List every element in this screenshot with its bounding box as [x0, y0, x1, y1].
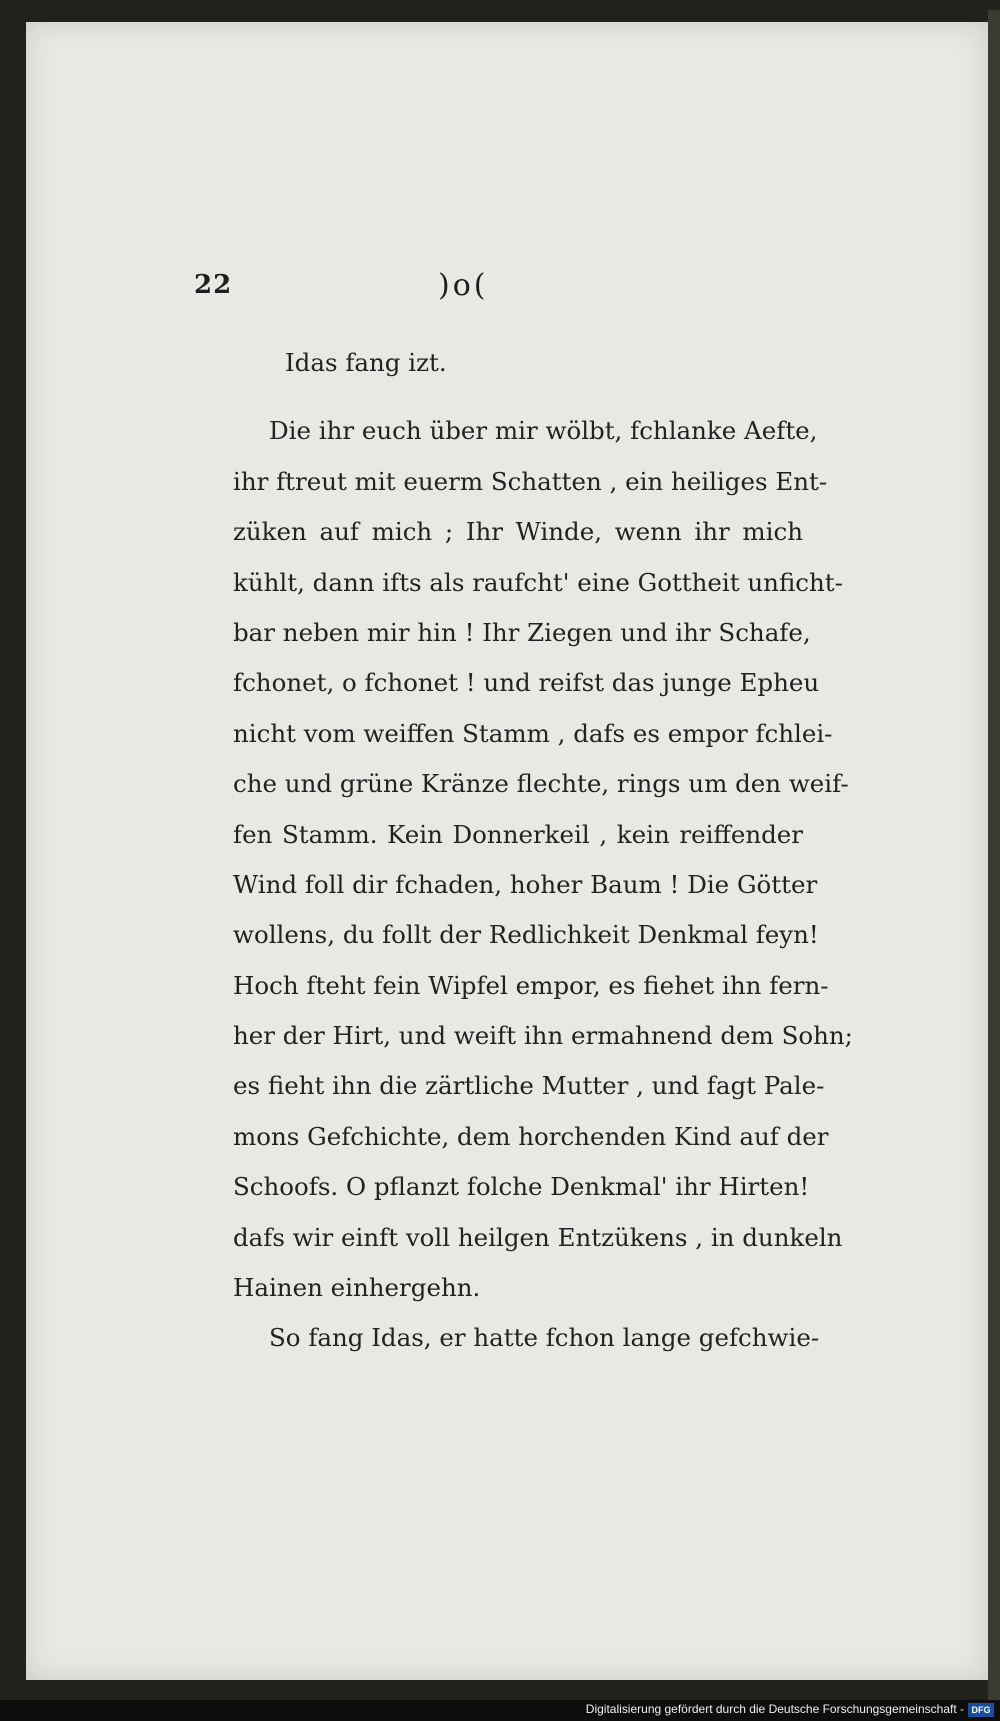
text-line: Wind foll dir fchaden, hoher Baum ! Die Götter	[233, 869, 818, 899]
book-edge	[988, 10, 1000, 1700]
text-line: Schoofs. O pflanzt folche Denkmal' ihr Hirten!	[233, 1172, 810, 1202]
text-line: her der Hirt, und weift ihn ermahnend dem Sohn;	[233, 1021, 853, 1051]
header-ornament: )o(	[438, 268, 489, 303]
text-line: kühlt, dann ifts als raufcht' eine Gottheit unficht-	[233, 567, 843, 597]
closing-line: So fang Idas, er hatte fchon lange gefchwie-	[269, 1323, 820, 1353]
page-text	[233, 338, 853, 1364]
dfg-logo: DFG	[968, 1703, 994, 1717]
text-line: Die ihr euch über mir wölbt, fchlanke Aefte,	[269, 416, 818, 446]
text-line: fchonet, o fchonet ! und reifst das junge Epheu	[233, 668, 820, 698]
text-line: che und grüne Kränze flechte, rings um den weif-	[233, 769, 849, 799]
text-line: mons Gefchichte, dem horchenden Kind auf der	[233, 1121, 829, 1151]
text-line: fen Stamm. Kein Donnerkeil , kein reiffender	[233, 819, 803, 849]
footer-bar	[0, 1700, 1000, 1721]
text-line: wollens, du follt der Redlichkeit Denkmal feyn!	[233, 920, 819, 950]
text-line: Hoch fteht fein Wipfel empor, es fiehet ihn fern-	[233, 970, 829, 1000]
page-header	[194, 270, 814, 314]
paragraph-heading: Idas fang izt.	[285, 348, 447, 377]
text-line: es fieht ihn die zärtliche Mutter , und fagt Pale-	[233, 1071, 825, 1101]
text-line: Hainen einhergehn.	[233, 1273, 481, 1303]
page-number: 22	[194, 270, 233, 300]
text-line: ihr ftreut mit euerm Schatten , ein heiliges Ent-	[233, 466, 828, 496]
text-line: bar neben mir hin ! Ihr Ziegen und ihr Schafe,	[233, 617, 811, 647]
text-line: nicht vom weiffen Stamm , dafs es empor fchlei-	[233, 718, 833, 748]
text-line: dafs wir einft voll heilgen Entzükens , in dunkeln	[233, 1222, 843, 1252]
text-line: züken auf mich ; Ihr Winde, wenn ihr mich	[233, 517, 803, 547]
funding-credit: Digitalisierung gefördert durch die Deutsche Forschungsgemeinschaft -	[585, 1702, 964, 1716]
